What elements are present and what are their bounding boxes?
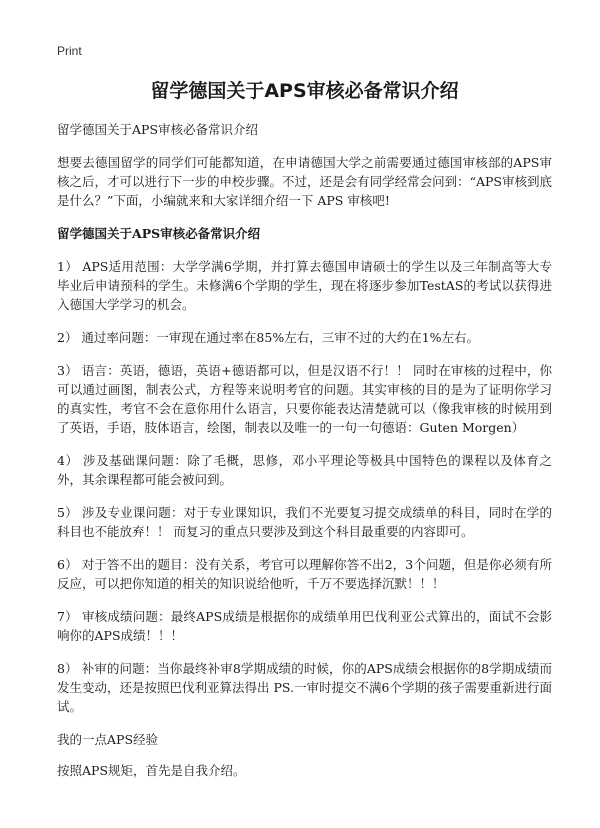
list-item: 2） 通过率问题：一审现在通过率在85%左右，三审不过的大约在1%左右。 bbox=[57, 330, 480, 345]
list-item: 4） 涉及基础课问题：除了毛概，思修，邓小平理论等极具中国特色的课程以及体育之外，其余课程都可能会被问到。 bbox=[57, 453, 552, 487]
list-item: 8） 补审的问题：当你最终补审8学期成绩的时候，你的APS成绩会根据你的8学期成绩而发生变动，还是按照巴伐利亚算法得出 PS.一审时提交不满6个学期的孩子需要重新进行面试。 bbox=[57, 661, 552, 714]
document-title: 留学德国关于APS审核必备常识介绍 bbox=[150, 80, 459, 102]
print-link[interactable]: Print bbox=[57, 44, 82, 58]
document-subtitle: 留学德国关于APS审核必备常识介绍 bbox=[57, 122, 259, 137]
section-heading: 留学德国关于APS审核必备常识介绍 bbox=[57, 226, 261, 241]
list-item: 5） 涉及专业课问题：对于专业课知识，我们不光要复习提交成绩单的科目，同时在学的科目也不能放弃！！ 而复习的重点只要涉及到这个科目最重要的内容即可。 bbox=[57, 505, 552, 539]
closing-paragraph: 按照APS规矩，首先是自我介绍。 bbox=[57, 763, 246, 778]
list-item: 1） APS适用范围：大学学满6学期，并打算去德国申请硕士的学生以及三年制高等大专毕业后申请预科的学生。未修满6个学期的学生，现在将逐步参加TestAS的考试以获得进入德国大学学习的机会。 bbox=[57, 259, 552, 312]
list-item: 7） 审核成绩问题：最终APS成绩是根据你的成绩单用巴伐利亚公式算出的，面试不会影响你的APS成绩！！！ bbox=[57, 609, 552, 643]
list-item: 3） 语言：英语，德语，英语+德语都可以，但是汉语不行！！ 同时在审核的过程中，你可以通过画图，制表公式，方程等来说明考官的问题。其实审核的目的是为了证明你学习的真实性，考官不会在意你用什么语言，只要你能表达清楚就可以（像我审核的时候用到了英语，手语，肢体语言，绘图，制表以及唯一的一句一句德语：Guten Morgen） bbox=[57, 363, 552, 435]
intro-paragraph: 想要去德国留学的同学们可能都知道，在申请德国大学之前需要通过德国审核部的APS审核之后，才可以进行下一步的申校步骤。不过，还是会有同学经常会问到：“APS审核到底是什么？”下面，小编就来和大家详细介绍一下 APS 审核吧! bbox=[57, 155, 552, 208]
list-item: 6） 对于答不出的题目：没有关系，考官可以理解你答不出2，3个问题，但是你必须有所反应，可以把你知道的相关的知识说给他听，千万不要选择沉默！！！ bbox=[57, 557, 552, 591]
experience-heading: 我的一点APS经验 bbox=[57, 732, 159, 747]
